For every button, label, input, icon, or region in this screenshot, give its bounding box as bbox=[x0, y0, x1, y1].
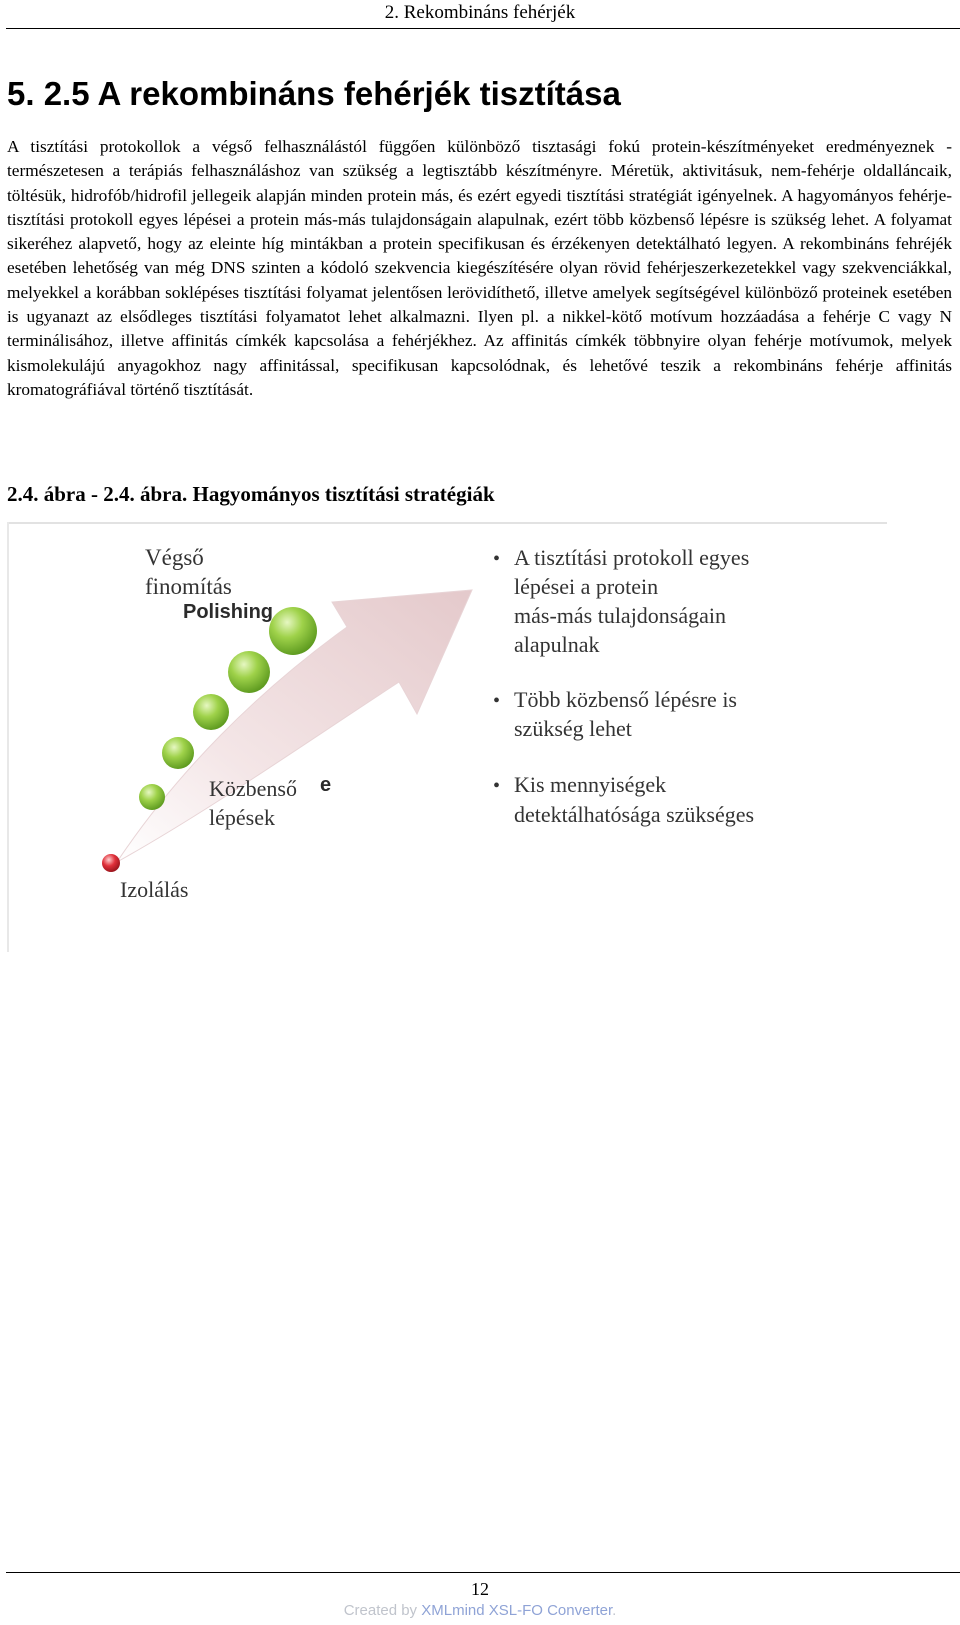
bullet-1-line-2: lépései a protein bbox=[514, 574, 659, 599]
bullet-1-line-1: A tisztítási protokoll egyes bbox=[514, 545, 750, 570]
bullet-3-line-2: detektálhatósága szükséges bbox=[514, 802, 755, 827]
bullet-dot-2: • bbox=[493, 690, 501, 712]
stage-ball-green-5 bbox=[139, 784, 165, 810]
label-intermediate-overlap: e bbox=[320, 774, 332, 796]
label-final-overlap: Polishing bbox=[183, 601, 273, 623]
stage-ball-green-2 bbox=[228, 651, 270, 693]
stage-ball-green-3 bbox=[193, 694, 229, 730]
bullet-dot-1: • bbox=[493, 548, 501, 570]
created-by-note bbox=[0, 1601, 960, 1621]
page-number: 12 bbox=[471, 1579, 489, 1599]
created-by-suffix: . bbox=[612, 1602, 617, 1619]
bullet-3-line-1: Kis mennyiségek bbox=[514, 772, 667, 797]
bullet-1-line-4: alapulnak bbox=[514, 632, 600, 657]
label-final-line1: Végső bbox=[145, 545, 204, 570]
stage-ball-red bbox=[102, 854, 120, 872]
figure-purification-strategies bbox=[7, 522, 907, 992]
stage-ball-green-4 bbox=[162, 737, 194, 769]
figure-caption: 2.4. ábra - 2.4. ábra. Hagyományos tisztítási stratégiák bbox=[7, 482, 495, 506]
created-by-prefix: Created by bbox=[343, 1602, 422, 1619]
running-header: 2. Rekombináns fehérjék bbox=[384, 2, 576, 23]
footer-rule bbox=[6, 1572, 960, 1573]
figure-graphic bbox=[7, 522, 907, 992]
created-by-brand-link[interactable]: XMLmind XSL-FO Converter bbox=[421, 1602, 613, 1619]
label-isolation: Izolálás bbox=[120, 877, 189, 902]
bullet-2-line-1: Több közbenső lépésre is bbox=[514, 687, 737, 712]
label-intermediate-line2: lépések bbox=[209, 805, 275, 830]
bullet-1-line-3: más-más tulajdonságain bbox=[514, 603, 727, 628]
body-paragraph: A tisztítási protokollok a végső felhasználástól függően különböző tisztasági fokú protein-készítményeket eredményeznek - természetesen a terápiás felhasználáshoz van szükség a legtisztább készítményre. Méretük, aktivitásuk, nem-fehérje oldalláncaik, töltésük, hidrofób/hidrofil jellegeik alapján minden protein más, és ezért egyedi tisztítási stratégiát igényelnek. A hagyományos fehérje-tisztítási protokoll egyes lépései a protein más-más tulajdonságain alapulnak, ezért több közbenső lépésre is szükség lehet. A folyamat sikeréhez alapvető, hogy az eleinte híg mintákban a protein specifikusan és érzékenyen detektálható legyen. A rekombináns fehréjék esetében lehetőség van még DNS szinten a kódoló szekvencia kiegészítésére olyan rövid fehérjeszerkezetekkel vagy szekvenciákkal, melyekkel a korábban soklépéses tisztítási folyamat jelentősen lerövidíthető, illetve amelyek segítségével különböző proteinek esetében is ugyanazt az elsődleges tisztítási folyamatot lehet alkalmazni. Ilyen pl. a nikkel-kötő motívum hozzáadása a fehérje C vagy N terminálisához, illetve affinitás címkék kapcsolása a fehérjékhez. Az affinitás címkék többnyire olyan fehérje motívumok, melyek kismolekulájú anyagokhoz nagy affinitással, specifikusan kapcsolódnak, és lehetővé teszik a rekombináns fehérje affinitás kromatográfiával történő tisztítását. bbox=[7, 137, 952, 399]
header-rule bbox=[6, 28, 960, 29]
figure-frame-left bbox=[7, 522, 9, 952]
bullet-2-line-2: szükség lehet bbox=[514, 716, 632, 741]
stage-ball-green-1 bbox=[269, 607, 317, 655]
label-final-line2: finomítás bbox=[145, 574, 232, 599]
figure-frame-top bbox=[7, 522, 887, 524]
section-title: 5. 2.5 A rekombináns fehérjék tisztítása bbox=[7, 75, 621, 112]
label-intermediate-line1: Közbenső bbox=[209, 776, 297, 801]
bullet-dot-3: • bbox=[493, 775, 501, 797]
